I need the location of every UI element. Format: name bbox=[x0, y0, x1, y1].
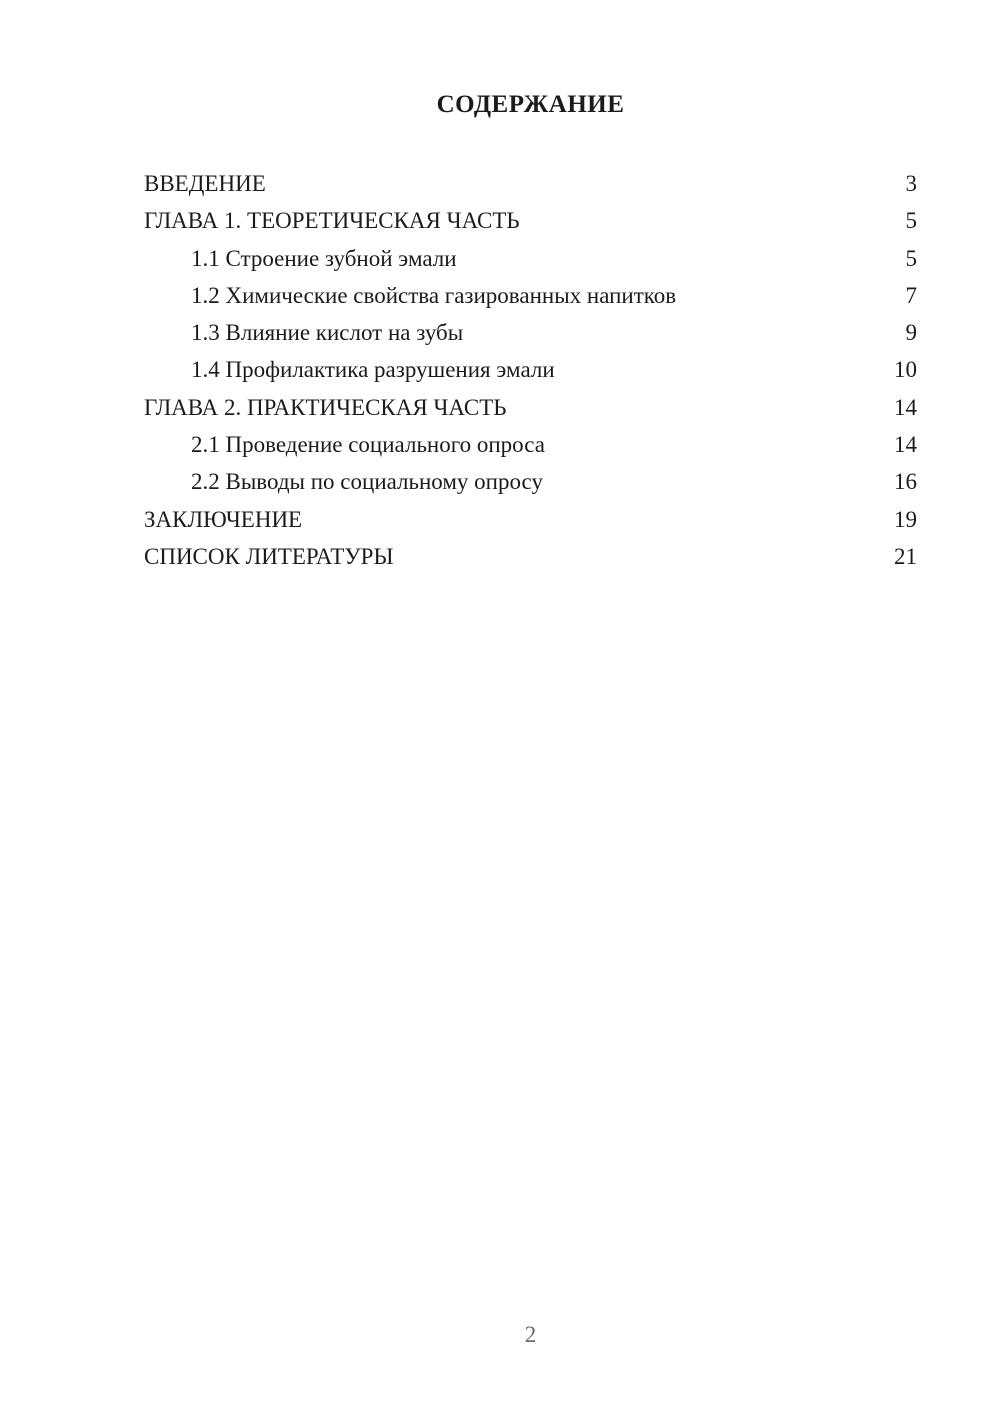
toc-entry-page: 14 bbox=[894, 432, 917, 458]
toc-entry-label: 2.1 Проведение социального опроса bbox=[191, 432, 545, 458]
toc-entry-label: ГЛАВА 2. ПРАКТИЧЕСКАЯ ЧАСТЬ bbox=[144, 394, 507, 420]
toc-entry-page: 19 bbox=[894, 506, 917, 532]
toc-row bbox=[144, 501, 917, 538]
toc-entry-label: СПИСОК ЛИТЕРАТУРЫ bbox=[144, 543, 394, 569]
toc-entry-label: 1.4 Профилактика разрушения эмали bbox=[191, 357, 555, 383]
toc-row bbox=[144, 202, 917, 239]
toc-row bbox=[144, 165, 917, 202]
toc-entry-label: ГЛАВА 1. ТЕОРЕТИЧЕСКАЯ ЧАСТЬ bbox=[144, 208, 520, 234]
toc-entry-page: 14 bbox=[894, 394, 917, 420]
toc-entry-label: 1.2 Химические свойства газированных напитков bbox=[191, 282, 677, 308]
toc-entry-page: 7 bbox=[905, 282, 917, 308]
toc-entry-label: 1.3 Влияние кислот на зубы bbox=[191, 320, 464, 346]
toc-entry-page: 21 bbox=[894, 543, 917, 569]
toc-row bbox=[144, 463, 917, 500]
toc-row bbox=[144, 277, 917, 314]
toc-entry-page: 5 bbox=[905, 208, 917, 234]
toc-list bbox=[144, 165, 917, 575]
toc-entry-label: 1.1 Строение зубной эмали bbox=[191, 245, 457, 271]
toc-row bbox=[144, 351, 917, 388]
toc-entry-page: 10 bbox=[894, 357, 917, 383]
toc-entry-page: 16 bbox=[894, 469, 917, 495]
toc-row bbox=[144, 426, 917, 463]
toc-entry-label: 2.2 Выводы по социальному опросу bbox=[191, 469, 543, 495]
toc-row bbox=[144, 389, 917, 426]
page-title: СОДЕРЖАНИЕ bbox=[436, 91, 625, 118]
toc-row bbox=[144, 314, 917, 351]
toc-entry-page: 3 bbox=[905, 171, 917, 196]
toc-entry-page: 5 bbox=[905, 245, 917, 271]
toc-entry-page: 9 bbox=[905, 320, 917, 346]
toc-row bbox=[144, 538, 917, 575]
toc-entry-label: ЗАКЛЮЧЕНИЕ bbox=[144, 506, 303, 532]
toc-row bbox=[144, 240, 917, 277]
footer-page-number: 2 bbox=[524, 1322, 537, 1347]
toc-entry-label: ВВЕДЕНИЕ bbox=[144, 171, 266, 196]
